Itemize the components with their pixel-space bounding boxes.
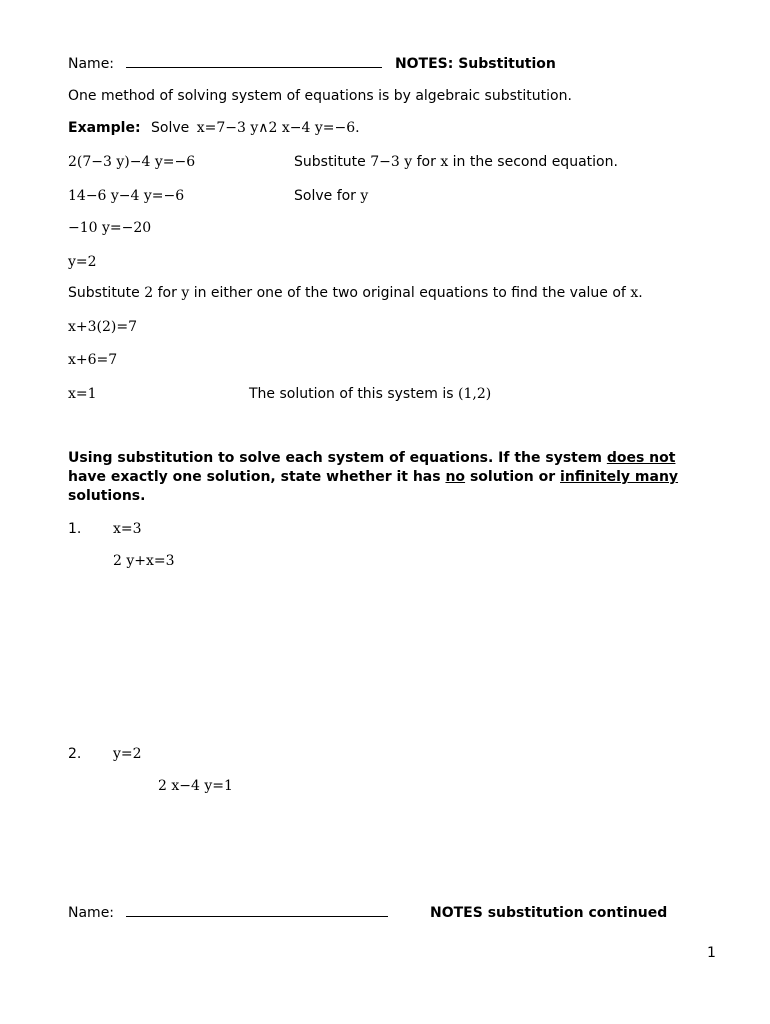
step-6-math: x+6=7 [68, 352, 118, 368]
substitute-math-2: y [181, 285, 190, 301]
substitute-text-1: Substitute [68, 285, 140, 301]
substitute-math-3: x [630, 285, 639, 301]
instructions-text-4: solutions. [68, 488, 146, 504]
problem-2-number: 2. [68, 746, 82, 762]
step-2-note [294, 187, 368, 205]
instructions [68, 449, 688, 506]
substitute-text-4: . [638, 285, 643, 301]
step-2-math: 14−6 y−4 y=−6 [68, 188, 185, 204]
example-line [68, 119, 360, 137]
page-title: NOTES: Substitution [394, 56, 556, 72]
step-2-note-prefix: Solve for [294, 188, 356, 204]
instructions-underline-2: no [445, 469, 466, 485]
step-1-note-prefix: Substitute [294, 154, 366, 170]
solution-note [249, 385, 491, 403]
instructions-text-2: have exactly one solution, state whether it has [68, 469, 441, 485]
instructions-underline-3: infinitely many [560, 469, 679, 485]
example-label: Example: [68, 120, 141, 136]
footer-name-label: Name: [68, 905, 115, 921]
instructions-text-1: Using substitution to solve each system of equations. If the system [68, 450, 602, 466]
solution-note-prefix: The solution of this system is [249, 386, 454, 402]
substitute-text-3: in either one of the two original equations to find the value of [193, 285, 626, 301]
step-7-math: x=1 [68, 386, 97, 402]
step-5-math: x+3(2)=7 [68, 319, 138, 335]
footer-name-blank [126, 904, 388, 917]
example-equation: x=7−3 y∧2 x−4 y=−6. [196, 120, 360, 136]
problem-2-eq2: 2 x−4 y=1 [158, 778, 233, 794]
instructions-text-3: solution or [469, 469, 556, 485]
step-1-note-suffix: in the second equation. [452, 154, 618, 170]
problem-1-eq2: 2 y+x=3 [113, 553, 175, 569]
step-1-math: 2(7−3 y)−4 y=−6 [68, 154, 196, 170]
footer [68, 904, 388, 922]
problem-1-eq1: x=3 [113, 521, 142, 537]
intro-text: One method of solving system of equations is by algebraic substitution. [68, 88, 572, 104]
substitute-text-2: for [157, 285, 177, 301]
page-number: 1 [707, 945, 716, 961]
step-3-math: −10 y=−20 [68, 220, 152, 236]
header [68, 55, 556, 73]
instructions-underline-1: does not [606, 450, 676, 466]
solution-note-math: (1,2) [458, 386, 492, 402]
step-1-note [294, 153, 618, 171]
name-blank [126, 55, 382, 68]
step-2-note-math: y [360, 188, 369, 204]
substitute-math-1: 2 [144, 285, 154, 301]
step-4-math: y=2 [68, 254, 97, 270]
name-label: Name: [68, 56, 115, 72]
substitute-line [68, 284, 643, 302]
step-1-note-math: 7−3 y [370, 154, 413, 170]
problem-2-eq1: y=2 [113, 746, 142, 762]
example-prefix: Solve [151, 120, 190, 136]
step-1-note-mid: for [416, 154, 436, 170]
footer-title: NOTES substitution continued [430, 905, 668, 921]
problem-1-number: 1. [68, 521, 82, 537]
step-1-note-math2: x [440, 154, 449, 170]
